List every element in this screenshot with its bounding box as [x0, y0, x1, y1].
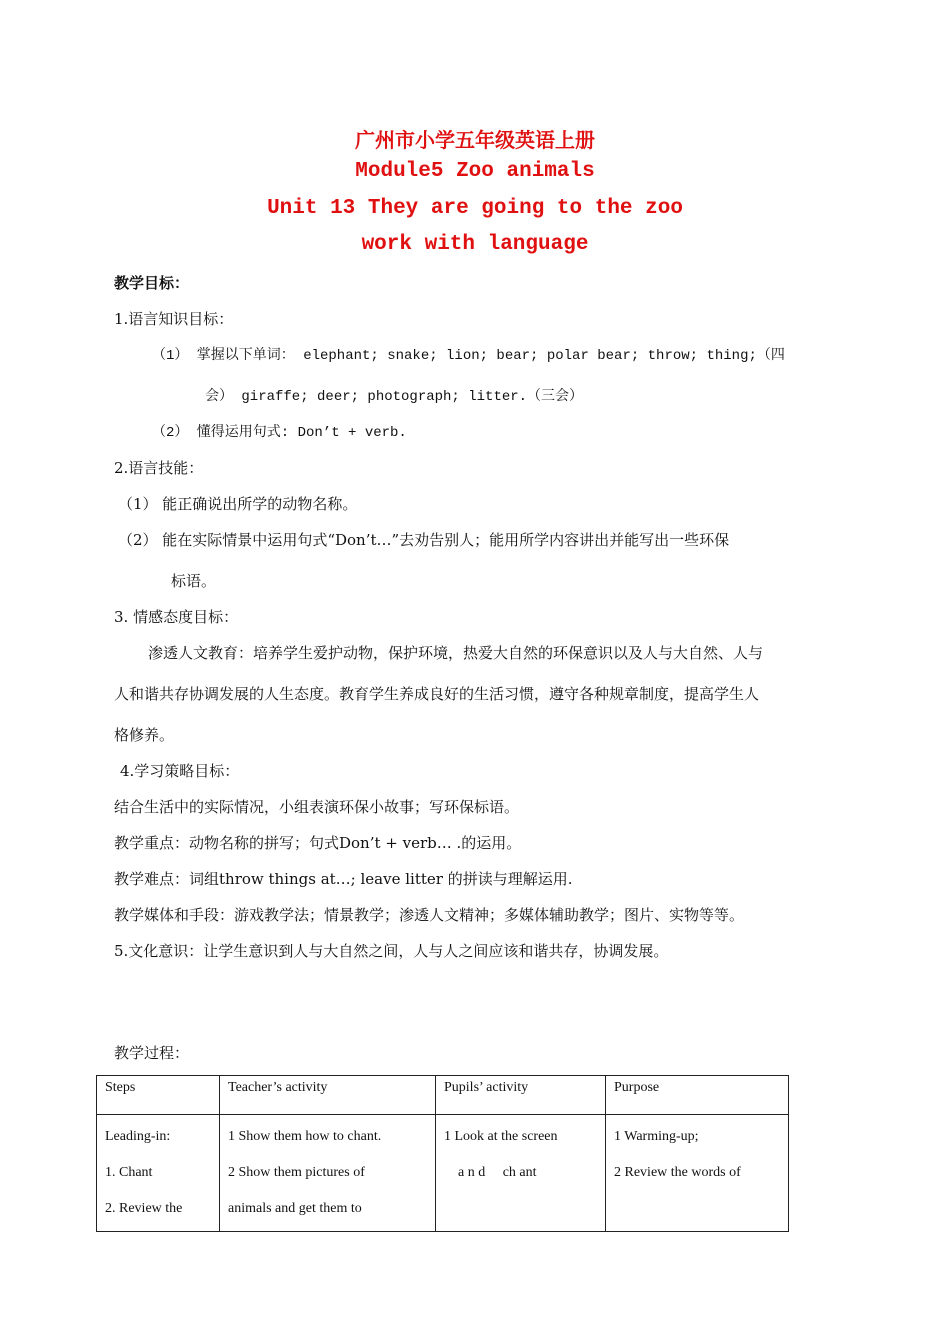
module-title: Module5 Zoo animals [355, 160, 595, 183]
section3-paragraph-line1: 渗透人文教育：培养学生爱护动物，保护环境，热爱大自然的环保意识以及人与大自然、人与 [148, 644, 764, 662]
teaching-process-table [96, 1075, 789, 1232]
section3-heading: 3. 情感态度目标： [114, 608, 239, 626]
header-cell-pupils-activity: Pupils’ activity [436, 1076, 606, 1115]
header-cell-steps: Steps [97, 1076, 220, 1115]
section1-item2: （2） 懂得运用句式: Don’t + verb. [152, 425, 407, 441]
section2-item2-line1: （2） 能在实际情景中运用句式“Don’t…”去劝告别人；能用所学内容讲出并能写出一些环保 [118, 531, 730, 549]
section2-item1: （1） 能正确说出所学的动物名称。 [118, 495, 358, 513]
cell-line: 1 Look at the screen [444, 1129, 558, 1144]
section5-culture: 5.文化意识：让学生意识到人与大自然之间，人与人之间应该和谐共存，协调发展。 [114, 942, 669, 960]
cell-steps [97, 1115, 220, 1232]
section1-item1-line2: 会） giraffe; deer; photograph; litter.（三会） [205, 389, 584, 405]
cell-line: 1. Chant [105, 1165, 153, 1180]
objectives-heading: 教学目标： [114, 274, 190, 292]
cell-purpose [606, 1115, 789, 1232]
cell-line: 1 Warming-up; [614, 1129, 699, 1144]
header-cell-purpose: Purpose [606, 1076, 789, 1115]
document-title: 广州市小学五年级英语上册 [355, 128, 595, 152]
process-heading: 教学过程： [114, 1044, 190, 1062]
key-point: 教学重点：动物名称的拼写；句式Don’t + verb… .的运用。 [114, 834, 522, 852]
difficulty-point: 教学难点：词组throw things at…; leave litter 的拼读与理解运用. [114, 870, 573, 888]
cell-teacher-activity [220, 1115, 436, 1232]
cell-line: 1 Show them how to chant. [228, 1129, 382, 1144]
section1-item1-line1: （1） 掌握以下单词： elephant; snake; lion; bear; polar bear; throw; thing;（四 [152, 348, 785, 364]
unit-title: Unit 13 They are going to the zoo [267, 197, 683, 220]
cell-line: 2 Review the words of [614, 1165, 741, 1180]
section3-paragraph-line2: 人和谐共存协调发展的人生态度。教育学生养成良好的生活习惯，遵守各种规章制度，提高学生人 [114, 685, 760, 703]
section4-heading: 4.学习策略目标： [120, 762, 240, 780]
section2-item2-line2: 标语。 [171, 572, 217, 590]
table-header-row [97, 1076, 789, 1115]
cell-line: 2 Show them pictures of [228, 1165, 365, 1180]
cell-line: animals and get them to [228, 1201, 362, 1216]
header-cell-teacher-activity: Teacher’s activity [220, 1076, 436, 1115]
teaching-media: 教学媒体和手段：游戏教学法；情景教学；渗透人文精神；多媒体辅助教学；图片、实物等等。 [114, 906, 745, 924]
section3-paragraph-line3: 格修养。 [114, 726, 175, 744]
table-row [97, 1115, 789, 1232]
cell-pupils-activity [436, 1115, 606, 1232]
lesson-subtitle: work with language [361, 233, 589, 256]
cell-line: a n d ch ant [444, 1165, 537, 1180]
cell-line: Leading-in: [105, 1129, 171, 1144]
section2-heading: 2.语言技能： [114, 459, 204, 477]
section1-heading: 1.语言知识目标： [114, 310, 234, 328]
section4-paragraph: 结合生活中的实际情况，小组表演环保小故事；写环保标语。 [114, 798, 520, 816]
cell-line: 2. Review the [105, 1201, 183, 1216]
